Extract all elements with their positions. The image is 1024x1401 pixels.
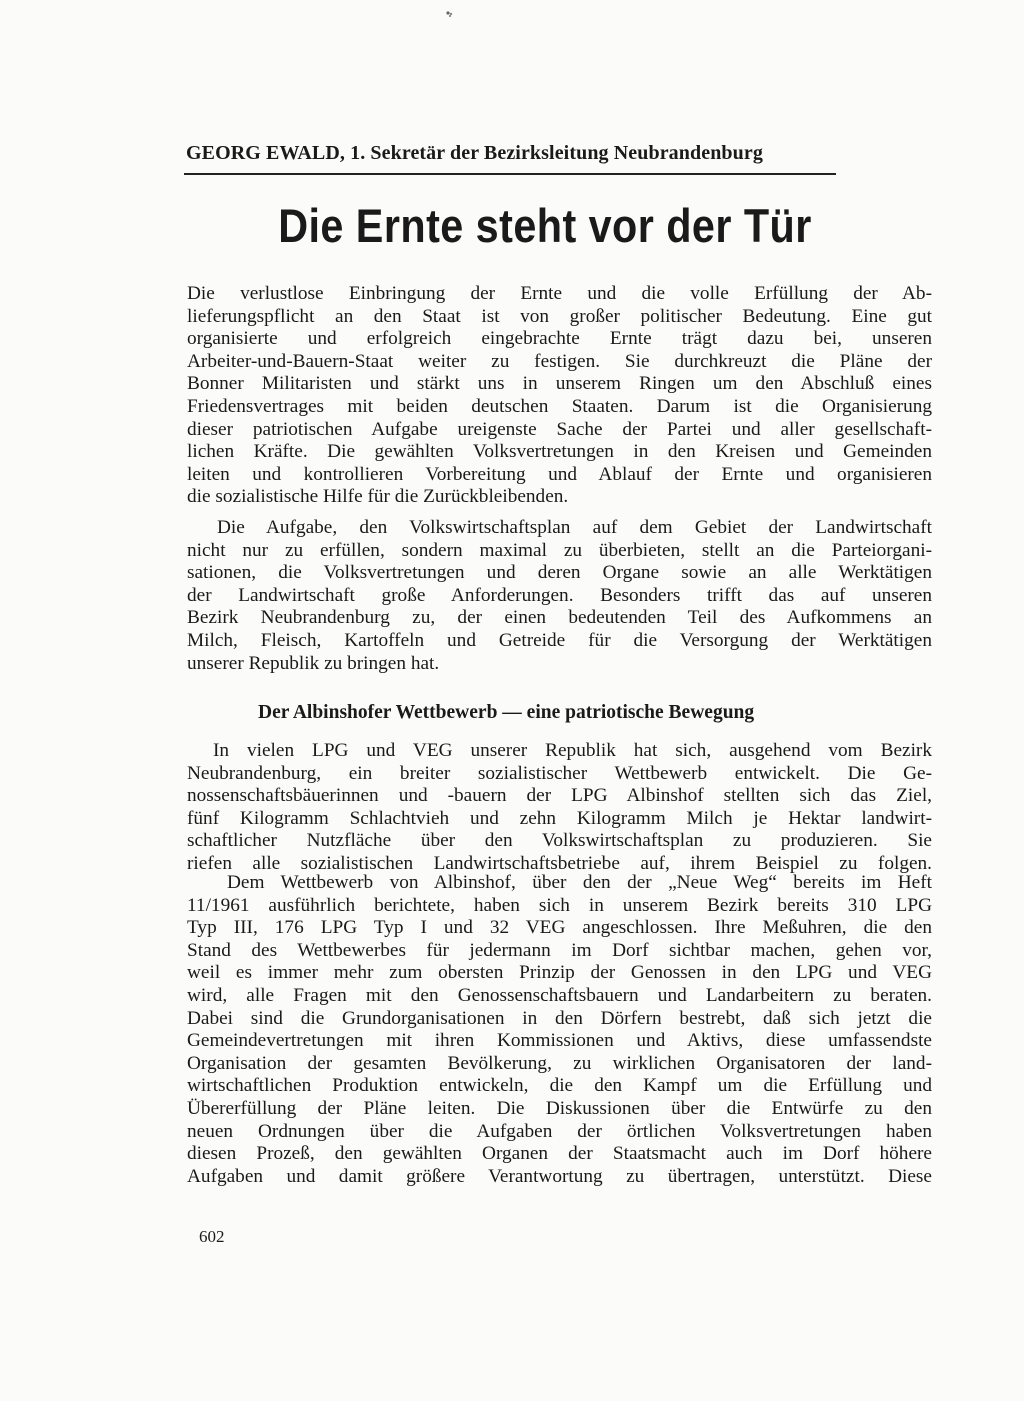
text-line: nicht nur zu erfüllen, sondern maximal zu überbieten, stellt an die Parteiorgani- — [187, 539, 932, 561]
paragraph-4 — [187, 872, 932, 1188]
text-line: wird, alle Fragen mit den Genossenschaftsbauern und Landarbeitern zu beraten. — [187, 984, 932, 1006]
text-line: organisierte und erfolgreich eingebrachte Ernte trägt dazu bei, unseren — [187, 328, 932, 350]
text-line: Dem Wettbewerb von Albinshof, über den der „Neue Weg“ bereits im Heft — [227, 872, 932, 893]
text-line: fünf Kilogramm Schlachtvieh und zehn Kilogramm Milch je Hektar landwirt- — [187, 807, 932, 829]
text-line: Dabei sind die Grundorganisationen in den Dörfern bestrebt, daß sich jetzt die — [187, 1007, 932, 1029]
article-title: Die Ernte steht vor der Tür — [278, 199, 812, 252]
author-line: GEORG EWALD, 1. Sekretär der Bezirksleitung Neubrandenburg — [186, 142, 763, 164]
text-line: Neubrandenburg, ein breiter sozialistischer Wettbewerb entwickelt. Die Ge- — [187, 762, 932, 784]
text-line: unserer Republik zu bringen hat. — [187, 652, 440, 674]
text-line: Die verlustlose Einbringung der Ernte und die volle Erfüllung der Ab- — [187, 283, 932, 304]
header-rule — [184, 173, 836, 175]
ink-speck-mark — [445, 10, 455, 18]
text-line: Friedensvertrages mit beiden deutschen Staaten. Darum ist die Organisierung — [187, 395, 932, 417]
text-line: diesen Prozeß, den gewählten Organen der Staatsmacht auch im Dorf höhere — [187, 1143, 932, 1165]
text-line: wirtschaftlichen Produktion entwickeln, die den Kampf um die Erfüllung und — [187, 1075, 932, 1097]
text-line: dieser patriotischen Aufgabe ureigenste Sache der Partei und aller gesellschaft- — [187, 418, 932, 440]
page-number: 602 — [199, 1227, 225, 1246]
text-line: Aufgaben und damit größere Verantwortung zu übertragen, unterstützt. Diese — [187, 1165, 932, 1187]
text-line: lichen Kräfte. Die gewählten Volksvertretungen in den Kreisen und Gemeinden — [187, 441, 932, 463]
text-line: neuen Ordnungen über die Aufgaben der örtlichen Volksvertretungen haben — [187, 1120, 932, 1142]
text-line: der Landwirtschaft große Anforderungen. Besonders trifft das auf unseren — [187, 584, 932, 606]
text-line: nossenschaftsbäuerinnen und -bauern der LPG Albinshof stellten sich das Ziel, — [187, 785, 932, 807]
text-line: 11/1961 ausführlich berichtete, haben sich in unserem Bezirk bereits 310 LPG — [187, 894, 932, 916]
paragraph-2 — [187, 517, 932, 675]
paragraph-3 — [187, 740, 932, 876]
text-line: riefen alle sozialistischen Landwirtschaftsbetriebe auf, ihrem Beispiel zu folgen. — [187, 852, 932, 874]
text-line: Übererfüllung der Pläne leiten. Die Diskussionen über die Entwürfe zu den — [187, 1097, 932, 1119]
text-line: Milch, Fleisch, Kartoffeln und Getreide für die Versorgung der Werktätigen — [187, 629, 932, 651]
text-line: In vielen LPG und VEG unserer Republik hat sich, ausgehend vom Bezirk — [213, 740, 932, 761]
text-line: Bonner Militaristen und stärkt uns in unserem Ringen um den Abschluß eines — [187, 373, 932, 395]
text-line: sationen, die Volksvertretungen und deren Organe sowie an alle Werktätigen — [187, 562, 932, 584]
text-line: Die Aufgabe, den Volkswirtschaftsplan auf dem Gebiet der Landwirtschaft — [217, 517, 932, 538]
text-line: Bezirk Neubrandenburg zu, der einen bedeutenden Teil des Aufkommens an — [187, 607, 932, 629]
text-line: die sozialistische Hilfe für die Zurückbleibenden. — [187, 486, 569, 508]
text-line: Stand des Wettbewerbes für jedermann im Dorf sichtbar machen, gehen vor, — [187, 939, 932, 961]
paragraph-1 — [187, 283, 932, 509]
text-line: leiten und kontrollieren Vorbereitung und Ablauf der Ernte und organisieren — [187, 463, 932, 485]
section-subheading: Der Albinshofer Wettbewerb — eine patriotische Bewegung — [258, 702, 755, 723]
text-line: lieferungspflicht an den Staat ist von großer politischer Bedeutung. Eine gut — [187, 305, 932, 327]
text-line: Gemeindevertretungen mit ihren Kommissionen und Aktivs, diese umfassendste — [187, 1030, 932, 1052]
text-line: Arbeiter-und-Bauern-Staat weiter zu festigen. Sie durchkreuzt die Pläne der — [187, 350, 932, 372]
text-line: weil es immer mehr zum obersten Prinzip der Genossen in den LPG und VEG — [187, 962, 932, 984]
text-line: Organisation der gesamten Bevölkerung, zu wirklichen Organisatoren der land- — [187, 1052, 932, 1074]
text-line: schaftlicher Nutzfläche über den Volkswirtschaftsplan zu produzieren. Sie — [187, 830, 932, 852]
text-line: Typ III, 176 LPG Typ I und 32 VEG angeschlossen. Ihre Meßuhren, die den — [187, 917, 932, 939]
